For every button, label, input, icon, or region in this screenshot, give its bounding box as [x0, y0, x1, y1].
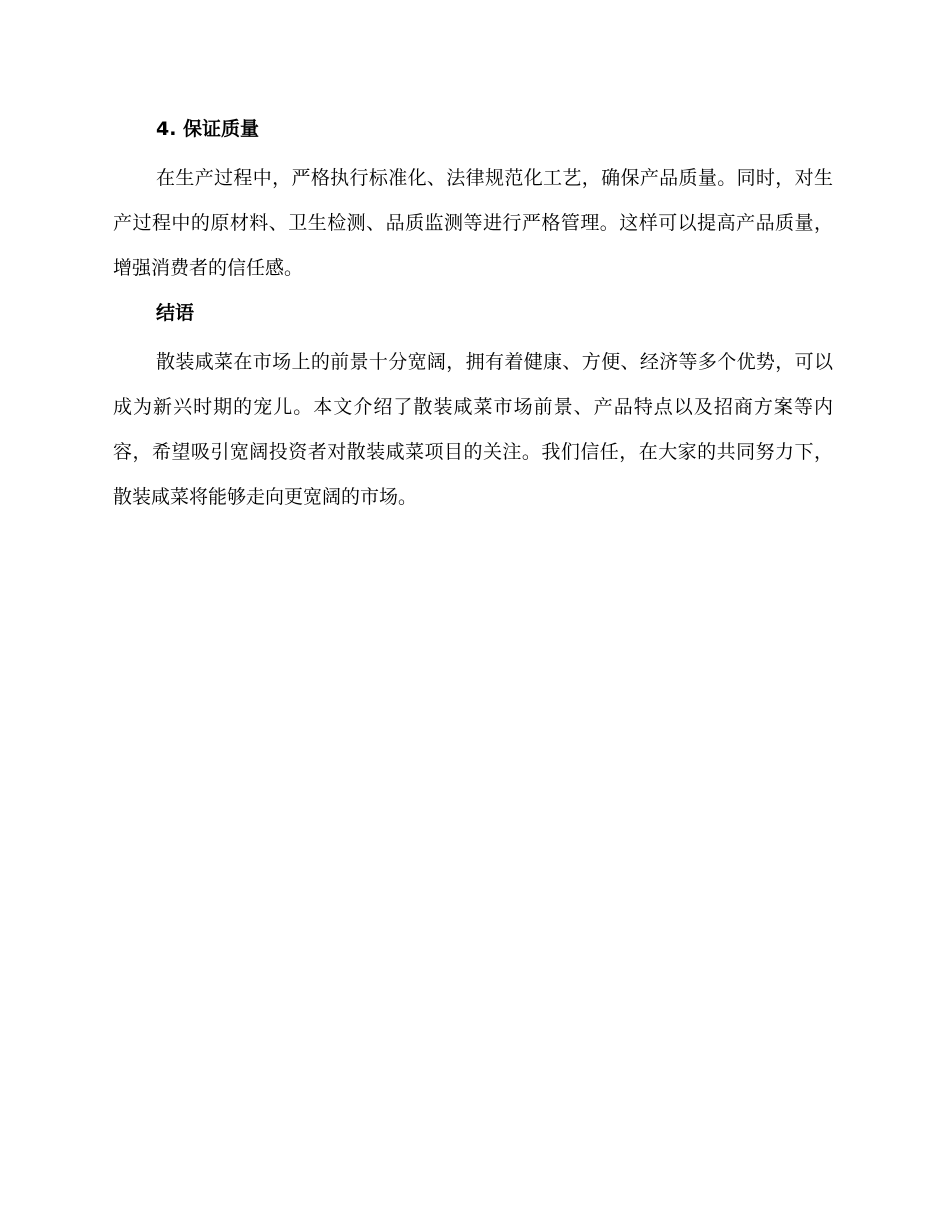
section-heading-conclusion: 结语 [156, 302, 195, 324]
section-paragraph-conclusion: 散装咸菜在市场上的前景十分宽阔，拥有着健康、方便、经济等多个优势，可以成为新兴时期的宠儿。本文介绍了散装咸菜市场前景、产品特点以及招商方案等内容，希望吸引宽阔投资者对散装咸菜项目的关注。我们信任，在大家的共同努力下，散装咸菜将能够走向更宽阔的市场。 [113, 351, 833, 508]
section-paragraph-quality: 在生产过程中，严格执行标准化、法律规范化工艺，确保产品质量。同时，对生产过程中的原材料、卫生检测、品质监测等进行严格管理。这样可以提高产品质量，增强消费者的信任感。 [113, 167, 833, 279]
section-heading-quality: 4. 保证质量 [156, 118, 260, 140]
document-body [113, 114, 833, 520]
